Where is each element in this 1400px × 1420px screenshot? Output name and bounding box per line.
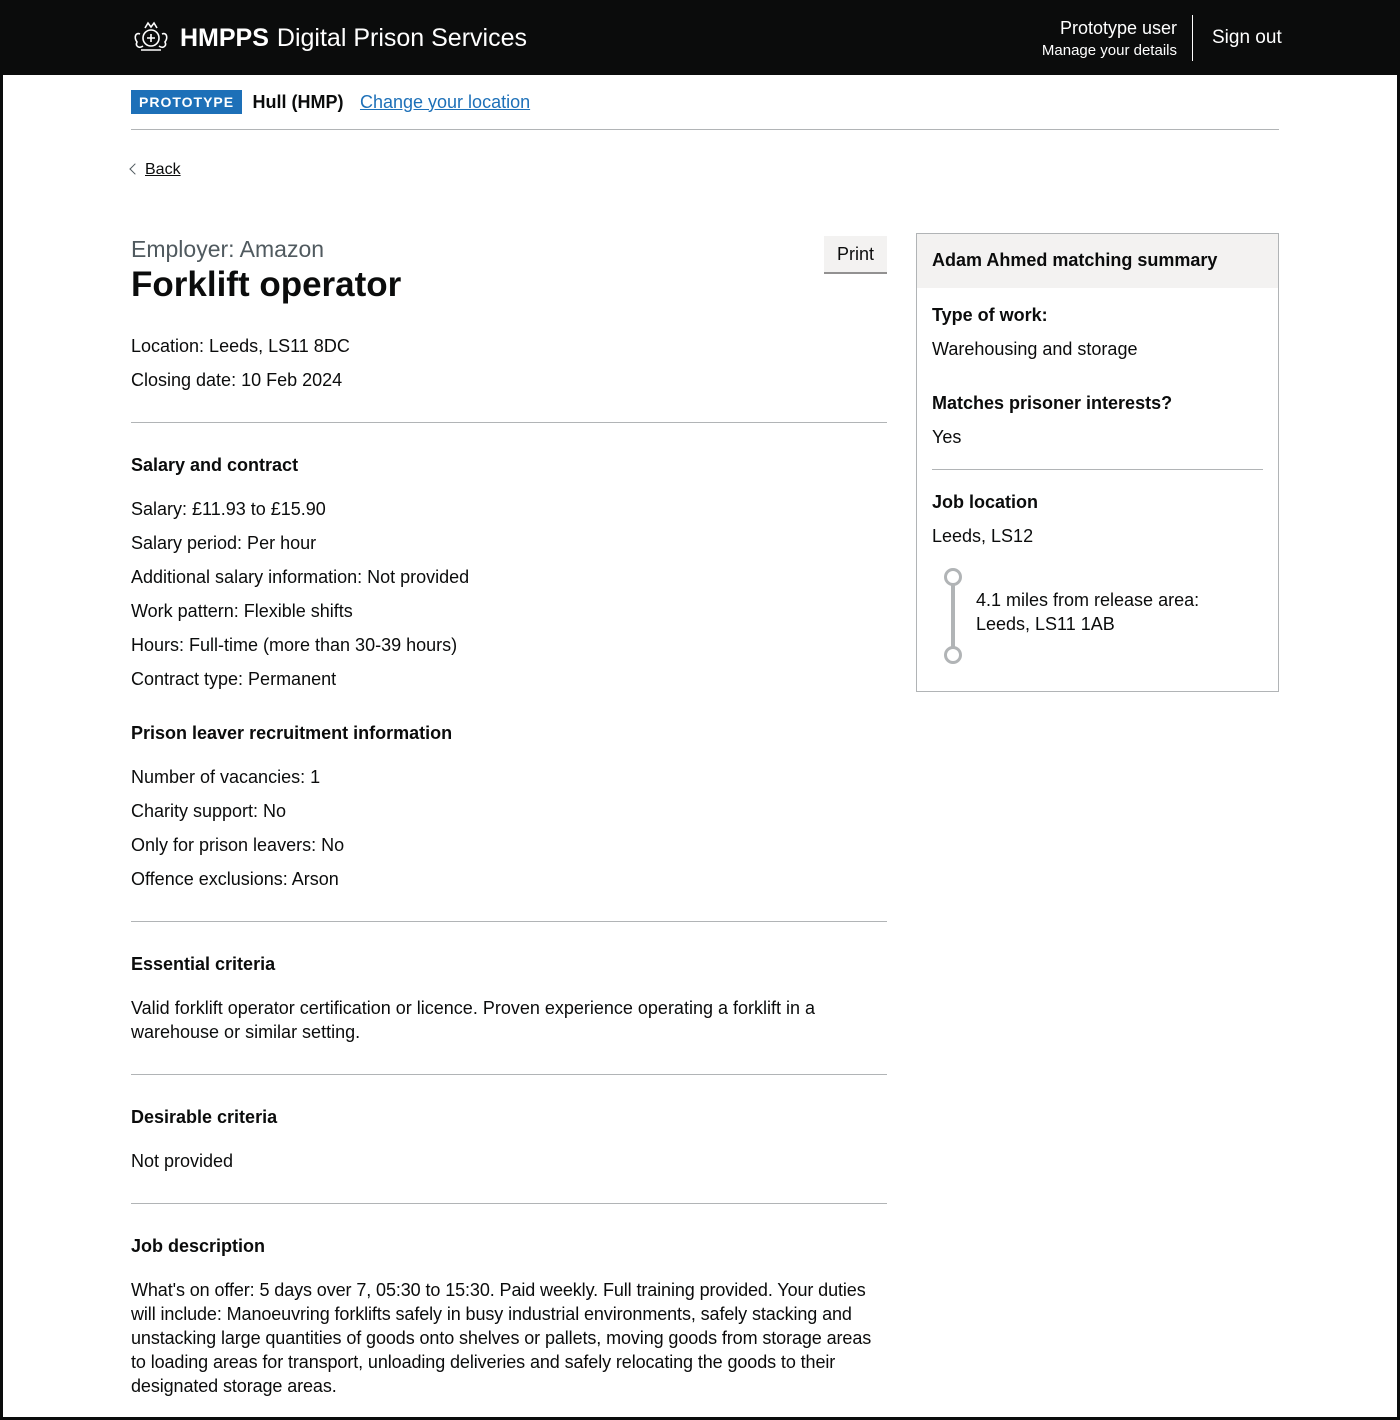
interests-value: Yes: [932, 427, 962, 447]
interests-label: Matches prisoner interests?: [932, 393, 1173, 413]
current-location: Hull (HMP): [252, 91, 344, 112]
job-location-label: Job location: [932, 492, 1039, 512]
manage-details-link[interactable]: Manage your details: [1041, 42, 1177, 59]
sign-out-link[interactable]: Sign out: [1212, 27, 1282, 48]
section-divider: [131, 921, 887, 922]
location-divider: [131, 129, 1279, 130]
contract-type-line: Contract type: Permanent: [131, 669, 337, 689]
prison-leavers-line: Only for prison leavers: No: [131, 835, 345, 855]
salary-list: [131, 497, 887, 691]
summary-divider: [932, 469, 1263, 470]
job-details: [131, 235, 887, 1398]
prototype-tag: PROTOTYPE: [131, 90, 242, 114]
back-link[interactable]: [131, 161, 181, 179]
summary-body: [917, 303, 1278, 668]
section-divider: [131, 1203, 887, 1204]
matching-summary-panel: [916, 233, 1279, 692]
job-location: Location: Leeds, LS11 8DC: [131, 336, 350, 356]
summary-heading: Adam Ahmed matching summary: [917, 234, 1278, 288]
distance-text: [976, 588, 1236, 636]
closing-date: Closing date: 10 Feb 2024: [131, 370, 343, 390]
section-divider: [131, 1074, 887, 1075]
vacancies-line: Number of vacancies: 1: [131, 767, 321, 787]
essential-criteria-text: Valid forklift operator certification or licence. Proven experience operating a forklift in a warehouse or similar setting.: [131, 998, 816, 1042]
distance-indicator: [932, 548, 1263, 668]
type-of-work-value: Warehousing and storage: [932, 339, 1138, 359]
release-area-line: Leeds, LS11 1AB: [976, 614, 1115, 634]
route-end-icon: [944, 646, 962, 664]
chevron-left-icon: [129, 163, 140, 174]
route-bar: [951, 584, 955, 648]
additional-salary-line: Additional salary information: Not provided: [131, 567, 470, 587]
service-name: Digital Prison Services: [276, 24, 527, 52]
service-brand[interactable]: [180, 23, 527, 53]
recruitment-list: [131, 765, 887, 891]
change-location-link[interactable]: Change your location: [359, 91, 531, 112]
employer-caption: Employer: Amazon: [131, 236, 325, 262]
back-label: Back: [145, 161, 181, 178]
distance-line: 4.1 miles from release area:: [976, 590, 1200, 610]
header-divider: [1192, 15, 1193, 61]
charity-support-line: Charity support: No: [131, 801, 287, 821]
type-of-work-label: Type of work:: [932, 305, 1048, 325]
job-description-heading: Job description: [131, 1236, 266, 1256]
salary-heading: Salary and contract: [131, 455, 299, 475]
user-block: [1042, 17, 1177, 61]
salary-period-line: Salary period: Per hour: [131, 533, 317, 553]
job-location-value: Leeds, LS12: [932, 526, 1034, 546]
essential-criteria-heading: Essential criteria: [131, 954, 276, 974]
desirable-criteria-heading: Desirable criteria: [131, 1107, 278, 1127]
salary-line: Salary: £11.93 to £15.90: [131, 499, 326, 519]
header-bar: [3, 3, 1397, 75]
royal-crest-icon: [131, 18, 171, 54]
offence-exclusions-line: Offence exclusions: Arson: [131, 869, 339, 889]
section-divider: [131, 422, 887, 423]
print-button[interactable]: Print: [824, 236, 887, 274]
desirable-criteria-text: Not provided: [131, 1151, 234, 1171]
user-name: Prototype user: [1059, 18, 1177, 38]
org-name: HMPPS: [180, 24, 269, 52]
job-description-text: What's on offer: 5 days over 7, 05:30 to 15:30. Paid weekly. Full training provided. Your duties will include: Manoeuvring forklifts safely in busy industrial environments, safely stacking and unstacking large quantities of goods onto shelves or pallets, moving goods from storage areas to loading areas for transport, unloading deliveries and safely relocating the goods to their designated storage areas.: [131, 1280, 872, 1396]
location-bar: [131, 90, 530, 116]
page-title: Forklift operator: [131, 265, 402, 304]
hours-line: Hours: Full-time (more than 30-39 hours): [131, 635, 458, 655]
work-pattern-line: Work pattern: Flexible shifts: [131, 601, 353, 621]
recruitment-heading: Prison leaver recruitment information: [131, 723, 453, 743]
